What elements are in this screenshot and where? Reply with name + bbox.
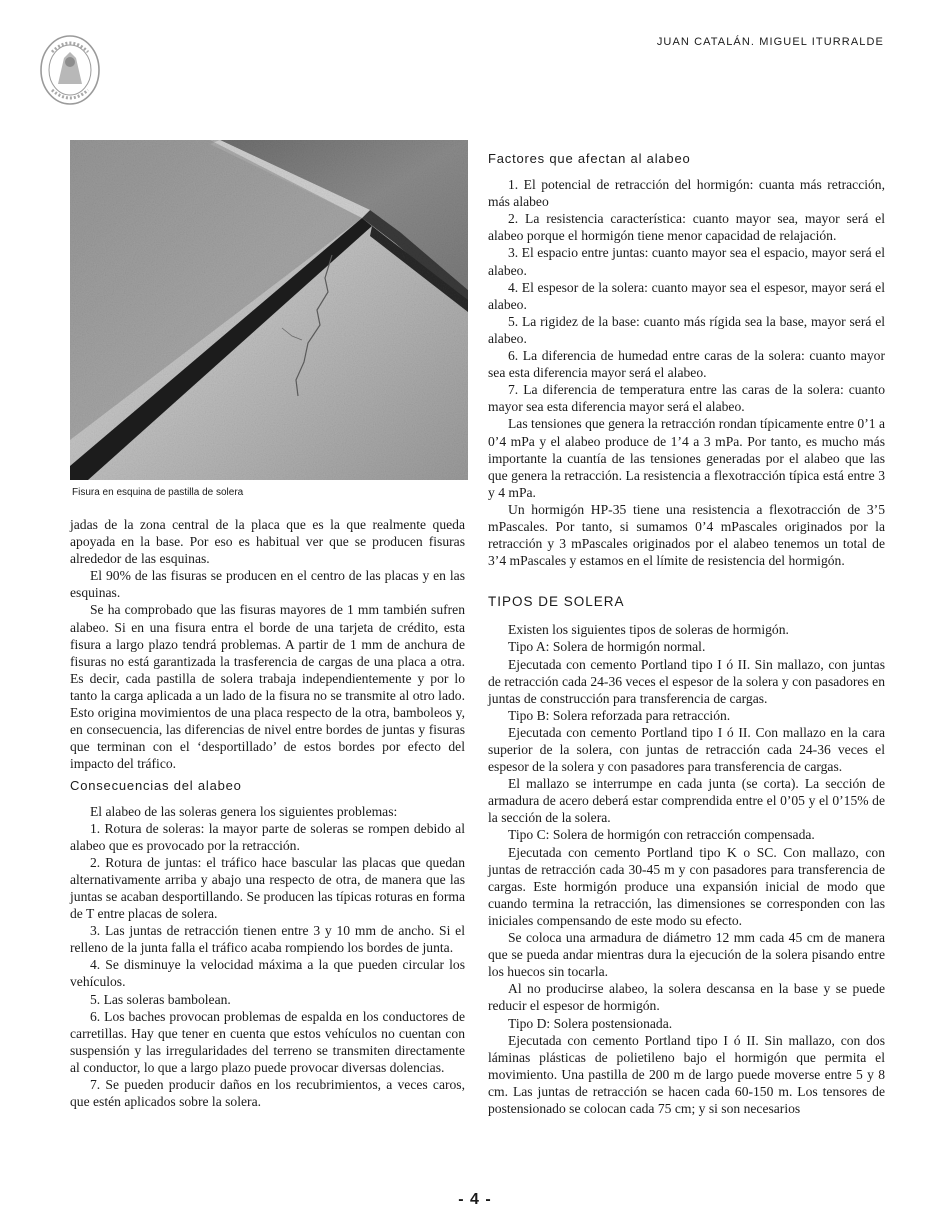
paragraph: jadas de la zona central de la placa que es la que realmente queda apoyada en la base. Por eso es habitual ver que se producen fisuras alrededor de las esquinas.: [70, 517, 465, 567]
paragraph: El 90% de las fisuras se producen en el centro de las placas y en las esquinas.: [70, 568, 465, 601]
section-heading-tipos: TIPOS DE SOLERA: [488, 594, 625, 610]
paragraph: Al no producirse alabeo, la solera descansa en la base y se puede reducir el espesor de hormigón.: [488, 981, 885, 1014]
left-text-column: [70, 516, 465, 1110]
paragraph: Ejecutada con cemento Portland tipo I ó II. Sin mallazo, con juntas de retracción cada 24-36 veces el espesor de la solera y con pasadores en juntas de construcción para transferencia de cargas.: [488, 656, 885, 706]
list-item: 5. Las soleras bambolean.: [90, 991, 231, 1007]
list-item: 2. La resistencia característica: cuanto mayor sea, mayor será el alabeo porque el hormigón tiene menor capacidad de relajación.: [488, 211, 885, 244]
photo-cracked-slab-corner: [70, 140, 468, 480]
paragraph: Se ha comprobado que las fisuras mayores de 1 mm también sufren alabeo. Si en una fisura entra el borde de una tarjeta de crédito, esta fisura a largo plazo tendrá problemas. A partir de 1 mm de anchura de fisuras no está garantizada la trasferencia de cargas de una placa a otra. Es decir, cada pastilla de solera trabaja independientemente y por lo tanto la carga aplicada a un lado de la fisura no se transmite al otro lado. Esto origina movimientos de una placa respecto de la otra, bamboleos y, en consecuencia, las diferencias de nivel entre bordes de juntas y fisuras que terminan con el ‘desportillado’ de estos bordes por efecto del impacto del tráfico.: [70, 602, 465, 772]
list-item: 3. Las juntas de retracción tienen entre 3 y 10 mm de ancho. Si el relleno de la junta falla el tráfico acaba rompiendo los bordes de junta.: [70, 923, 465, 956]
figure-caption: Fisura en esquina de pastilla de solera: [72, 487, 244, 498]
paragraph: Existen los siguientes tipos de soleras de hormigón.: [508, 622, 789, 638]
paragraph: El mallazo se interrumpe en cada junta (se corta). La sección de armadura de acero deberá estar comprendida entre el 0’05 y el 0’15% de la sección de la solera.: [488, 776, 885, 826]
paragraph: Tipo D: Solera postensionada.: [508, 1015, 673, 1031]
list-item: 3. El espacio entre juntas: cuanto mayor sea el espacio, mayor será el alabeo.: [488, 245, 885, 278]
list-item: 1. El potencial de retracción del hormigón: cuanta más retracción, más alabeo: [488, 177, 885, 210]
paragraph: Tipo C: Solera de hormigón con retracción compensada.: [508, 827, 815, 843]
section-heading-consecuencias: Consecuencias del alabeo: [70, 778, 242, 794]
paragraph: Se coloca una armadura de diámetro 12 mm cada 45 cm de manera que se pueda andar mientras dura la ejecución de la solera pisando entre los huecos sin tocarla.: [488, 930, 885, 980]
paragraph: Ejecutada con cemento Portland tipo I ó II. Con mallazo en la cara superior de la solera, con juntas de retracción cada 24-36 veces el espesor de la solera y con pasadores para transferencia de cargas.: [488, 724, 885, 775]
paragraph: Tipo A: Solera de hormigón normal.: [508, 639, 706, 655]
list-item: 4. El espesor de la solera: cuanto mayor sea el espesor, mayor será el alabeo.: [488, 279, 885, 312]
list-item: 5. La rigidez de la base: cuanto más rígida sea la base, mayor será el alabeo.: [488, 313, 885, 346]
list-item: 7. La diferencia de temperatura entre las caras de la solera: cuanto mayor sea esta diferencia mayor será el alabeo.: [488, 382, 885, 415]
paragraph: Tipo B: Solera reforzada para retracción.: [508, 707, 731, 723]
list-item: 7. Se pueden producir daños en los recubrimientos, a veces caros, que estén aplicados sobre la solera.: [70, 1077, 465, 1110]
list-item: 2. Rotura de juntas: el tráfico hace bascular las placas que quedan alternativamente arriba y abajo una respecto de otra, de manera que las juntas se acaban desportillando. Se producen las típicas roturas en forma de T entre placas de solera.: [70, 854, 465, 922]
list-item: 4. Se disminuye la velocidad máxima a la que pueden circular los vehículos.: [70, 957, 465, 990]
list-item: 1. Rotura de soleras: la mayor parte de soleras se rompen debido al alabeo que es provocado por la retracción.: [70, 820, 465, 853]
section-heading-factores: Factores que afectan al alabeo: [488, 151, 691, 166]
list-item: 6. La diferencia de humedad entre caras de la solera: cuanto mayor sea esta diferencia mayor será el alabeo.: [488, 348, 885, 381]
paragraph: Ejecutada con cemento Portland tipo K o SC. Con mallazo, con juntas de retracción cada 30-45 m y con pasadores para transferencia de cargas. Este hormigón produce una expansión inicial de modo que cuando termina la retracción, las dimensiones se corresponden con las iniciales compensando de este modo su efecto.: [488, 844, 885, 928]
author-header: JUAN CATALÁN. MIGUEL ITURRALDE: [656, 36, 884, 48]
list-item: 6. Los baches provocan problemas de espalda en los conductores de carretillas. Hay que tener en cuenta que estos vehículos no cuentan con suspensión y las irregularidades del terreno se transmiten directamente al conductor, lo que a largo plazo puede provocar diversas dolencias.: [70, 1008, 465, 1075]
university-seal-logo: [38, 32, 102, 108]
paragraph: Un hormigón HP-35 tiene una resistencia a flexotracción de 3’5 mPascales. Por tanto, si sumamos 0’4 mPascales originados por la retracción y 3 mPascales originados por el alabeo tenemos un total de 3’4 mPascales y estamos en el límite de resistencia del hormigón.: [488, 501, 885, 569]
paragraph: Las tensiones que genera la retracción rondan típicamente entre 0’1 a 0’4 mPa y el alabeo produce de 1’4 a 3 mPa. Por tanto, es mucho más importante la cuantía de las tensiones generadas por el alabeo que las que genera la retracción. La resistencia a flexotracción típica está entre 3 y 4 mPa.: [488, 416, 885, 500]
paragraph: El alabeo de las soleras genera los siguientes problemas:: [90, 803, 398, 819]
page-number: - 4 -: [458, 1191, 492, 1208]
right-text-column: [488, 150, 885, 1117]
paragraph: Ejecutada con cemento Portland tipo I ó II. Sin mallazo, con dos láminas plásticas de polietileno bajo el hormigón que permita el movimiento. Una pastilla de 200 m de largo puede moverse entre 5 y 8 cm. Las juntas de retracción se hacen cada 60-150 m. Los tensores de postensionado se colocan cada 75 cm; y si son necesarios: [488, 1032, 885, 1116]
